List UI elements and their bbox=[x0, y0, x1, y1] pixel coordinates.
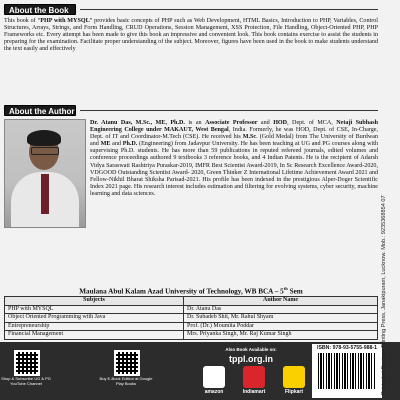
about-author-header: About the Author bbox=[4, 105, 76, 116]
author-name: Dr. Atanu Das, M.Sc., ME, Ph.D. bbox=[90, 120, 185, 126]
author-photo bbox=[4, 119, 86, 228]
table-row: Object Oriented Programming with Java Dr. Subadeb Shit, Mr. Rahul Shyam bbox=[5, 314, 378, 323]
column-header: Subjects bbox=[5, 297, 184, 306]
university-line: Maulana Abul Kalam Azad University of Technology, WB BCA – 5th Sem bbox=[79, 286, 303, 296]
printer-side-text: Printed at Sanjeev Printing Press, Janakipuram, Lucknow. Mob.: 9235368854 07 bbox=[381, 195, 387, 395]
header-rule bbox=[80, 110, 378, 111]
website-link[interactable]: tppl.org.in bbox=[229, 354, 273, 364]
about-book-text: This book of “PHP with MYSQL” provides basic concepts of PHP such as Web Development, HTML Basics, Introduction to PHP, Variables, Control Structures, Arrays, Strings, and Form Handling, CRUD Operations, Session Management, XSS Protection, File Handling, Object-Oriented PHP, PHP Frameworks etc. Every attempt has been made to give this book an impressive and convenient look. This book contains exercise to assist the students in preparing for the examination. Facilitate proper understanding of the subject. Moreover, figures have been used in the book to make students understand the text easily and effectively bbox=[4, 18, 378, 53]
table-row: Entrepreneurship Prof. (Dr.) Moumita Poddar bbox=[5, 322, 378, 331]
about-book-header: About the Book bbox=[4, 4, 76, 15]
available-on-label: Also Book Available on: bbox=[225, 347, 277, 352]
store-label: amazon bbox=[204, 389, 224, 395]
indiamart-icon[interactable] bbox=[243, 366, 265, 388]
header-rule bbox=[80, 9, 378, 10]
column-header: Author Name bbox=[184, 297, 378, 306]
table-header-row bbox=[5, 297, 378, 306]
amazon-icon[interactable] bbox=[203, 366, 225, 388]
book-title: PHP with MYSQL bbox=[40, 18, 90, 24]
table-row: PHP with MYSQL Dr. Atanu Das bbox=[5, 305, 378, 314]
youtube-caption: Shop & Subscribe UG & PG YouTube Channel bbox=[1, 376, 51, 386]
flipkart-icon[interactable] bbox=[283, 366, 305, 388]
isbn-text: ISBN: 978-93-5755-988-1 bbox=[317, 345, 377, 351]
qr-code-icon bbox=[114, 350, 140, 376]
subjects-table bbox=[4, 296, 378, 340]
store-label: Indiamart bbox=[242, 389, 266, 395]
store-label: Flipkart bbox=[284, 389, 304, 395]
play-books-caption: Buy E-Book Edition at Google Play Books bbox=[99, 376, 153, 386]
table-row: Financial Management Mrs. Priyanka Singh, Mr. Raj Kumar Singh bbox=[5, 331, 378, 340]
qr-code-icon bbox=[14, 350, 40, 376]
author-bio: Dr. Atanu Das, M.Sc., ME, Ph.D. is an Associate Professor and HOD, Dept. of MCA, Netaji Subhash Engineering College under MAKAUT, West Bengal, India. Formerly, he was HOD, Dept. of CSE, In-Charge, Dept. of IT and Coordinator-M.Tech (CSE). He received his M.Sc. (Gold Medal) from The University of Burdwan and ME and Ph.D. (Engineering) from Jadavpur University. He has been teaching at UG and PG courses along with supervising Ph.D. students. He has more than 59 publications in reputed refereed journals, edited volumes and conference proceedings authored 9 textbooks 3 reference books, and 4 Indian Patents. He is the recipient of Adarsh Vidya Saraswati Rashtriya Puraskar-2019, IMFR Best Scientist Award-2019, In Sc Research Excellence Award-2020, VDGOOD Outstanding Scientist Award- 2020, Green Thinker Z International Lifetime Achievement Award 2021 and Fellow-Nikhil Bharat Shiksha Parisad-2021. His profile has been indexed in the prestigious Alper-Doger Scientific Index 2021 page. His research interest includes estimation and filtering for evolving systems, cyber security, machine learning and data sciences. bbox=[90, 120, 378, 197]
barcode-icon bbox=[318, 353, 376, 389]
